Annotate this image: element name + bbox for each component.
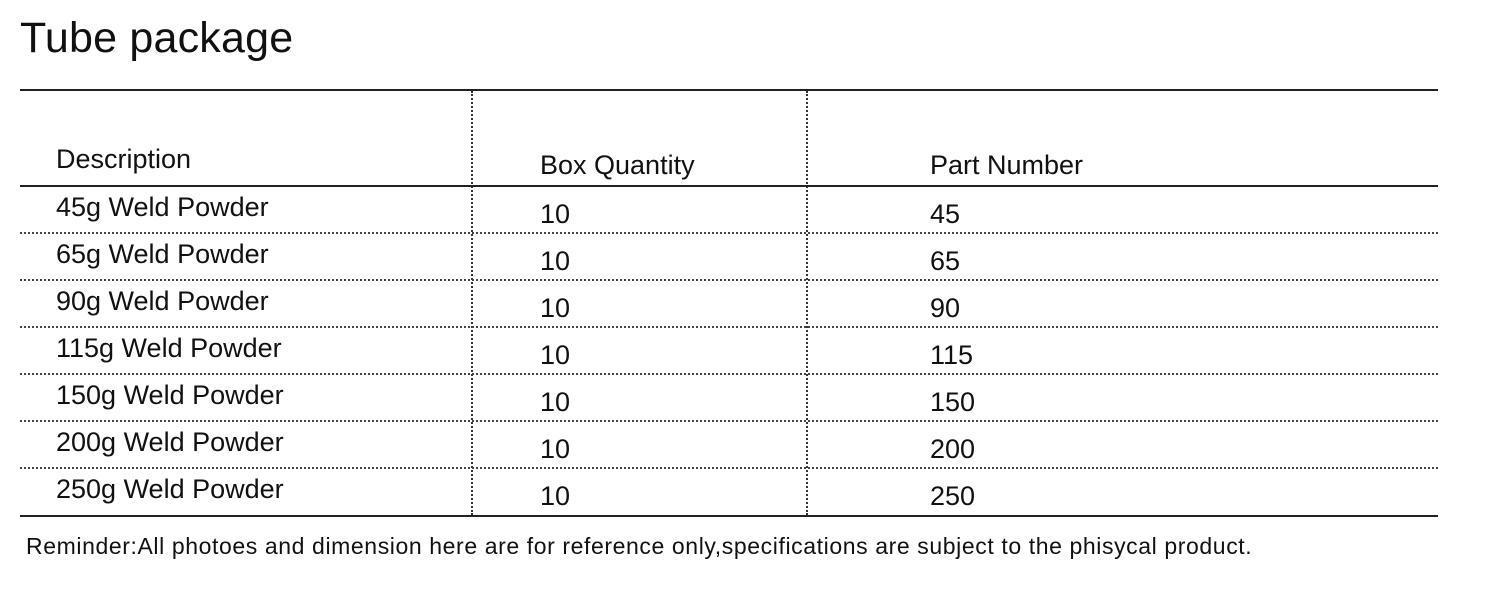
cell-part-number: 65 <box>930 246 961 276</box>
cell-box-quantity: 10 <box>540 199 571 229</box>
page-title: Tube package <box>20 14 294 62</box>
cell-part-number: 90 <box>930 293 961 323</box>
table-row <box>20 234 1438 281</box>
header-part-number: Part Number <box>930 150 1084 180</box>
table-row <box>20 187 1438 234</box>
cell-part-number: 150 <box>930 387 976 417</box>
cell-part-number: 115 <box>930 340 974 370</box>
cell-description: 200g Weld Powder <box>56 427 284 457</box>
table-row <box>20 328 1438 375</box>
table-row <box>20 469 1438 516</box>
cell-description: 250g Weld Powder <box>56 474 284 504</box>
cell-part-number: 250 <box>930 481 976 511</box>
cell-description: 150g Weld Powder <box>56 380 284 410</box>
cell-part-number: 200 <box>930 434 976 464</box>
cell-description: 90g Weld Powder <box>56 286 269 316</box>
table-row <box>20 281 1438 328</box>
cell-box-quantity: 10 <box>540 293 571 323</box>
header-description: Description <box>56 144 192 174</box>
header-box-quantity: Box Quantity <box>540 150 695 180</box>
product-table <box>20 89 1438 517</box>
table-row <box>20 422 1438 469</box>
cell-box-quantity: 10 <box>540 387 571 417</box>
cell-box-quantity: 10 <box>540 246 571 276</box>
cell-description: 65g Weld Powder <box>56 239 269 269</box>
cell-box-quantity: 10 <box>540 481 571 511</box>
cell-description: 45g Weld Powder <box>56 192 269 222</box>
cell-part-number: 45 <box>930 199 961 229</box>
reminder-note: Reminder:All photoes and dimension here are for reference only,specifications are subject to the phisycal product. <box>26 533 1253 559</box>
cell-box-quantity: 10 <box>540 434 571 464</box>
cell-box-quantity: 10 <box>540 340 571 370</box>
table-row <box>20 375 1438 422</box>
cell-description: 115g Weld Powder <box>56 333 282 363</box>
table-header <box>20 91 1438 187</box>
